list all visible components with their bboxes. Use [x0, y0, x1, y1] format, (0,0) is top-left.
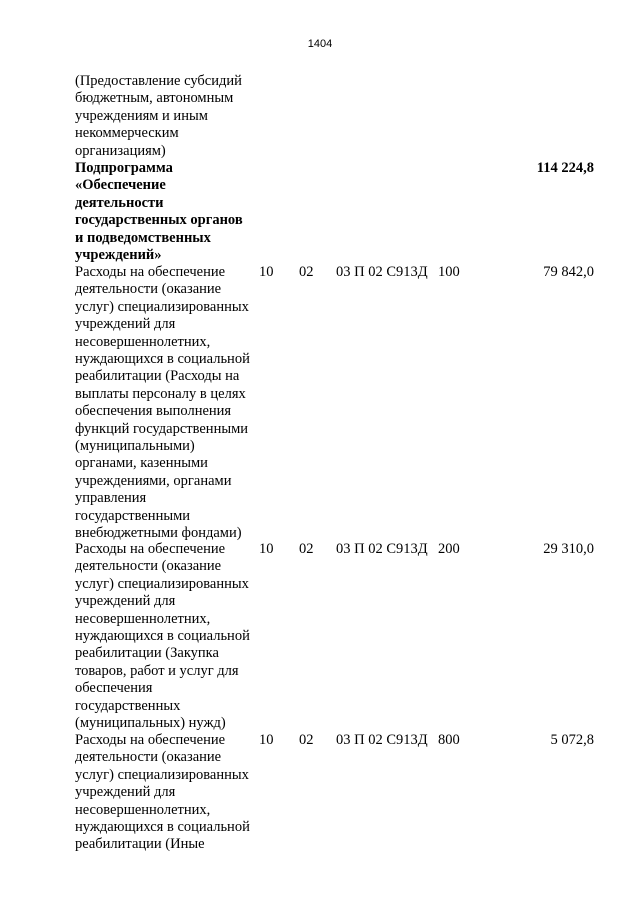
row-amount: 114 224,8 — [536, 160, 594, 176]
row-expense-type-code: 200 — [438, 541, 460, 557]
row-target-article-code: 03 П 02 С913Д — [336, 264, 428, 280]
row-description: Подпрограмма «Обеспечение деятельности государственных органов и подведомственных учреждений» — [75, 160, 243, 264]
row-target-article-code: 03 П 02 С913Д — [336, 732, 428, 748]
row-expense-type-code: 800 — [438, 732, 460, 748]
row-description: (Предоставление субсидий бюджетным, автономным учреждениям и иным некоммерческим организациям) — [75, 73, 242, 159]
page-number: 1404 — [307, 38, 333, 50]
row-description: Расходы на обеспечение деятельности (оказание услуг) специализированных учреждений для несовершеннолетних, нуждающихся в социальной реабилитации (Закупка товаров, работ и услуг для обеспечения государственных (муниципальных) нужд) — [75, 541, 250, 732]
row-amount: 29 310,0 — [543, 541, 594, 557]
row-expense-type-code: 100 — [438, 264, 460, 280]
row-subsection-code: 02 — [299, 732, 314, 748]
row-description: Расходы на обеспечение деятельности (оказание услуг) специализированных учреждений для несовершеннолетних, нуждающихся в социальной реабилитации (Расходы на выплаты персоналу в целях обеспечения выполнения функций государственными (муниципальными) органами, казенными учреждениями, органами управления государственными внебюджетными фондами) — [75, 264, 250, 542]
row-section-code: 10 — [259, 732, 274, 748]
row-section-code: 10 — [259, 541, 274, 557]
row-description: Расходы на обеспечение деятельности (оказание услуг) специализированных учреждений для несовершеннолетних, нуждающихся в социальной реабилитации (Иные — [75, 732, 250, 853]
row-target-article-code: 03 П 02 С913Д — [336, 541, 428, 557]
row-amount: 5 072,8 — [550, 732, 594, 748]
row-amount: 79 842,0 — [543, 264, 594, 280]
row-subsection-code: 02 — [299, 541, 314, 557]
row-section-code: 10 — [259, 264, 274, 280]
row-subsection-code: 02 — [299, 264, 314, 280]
